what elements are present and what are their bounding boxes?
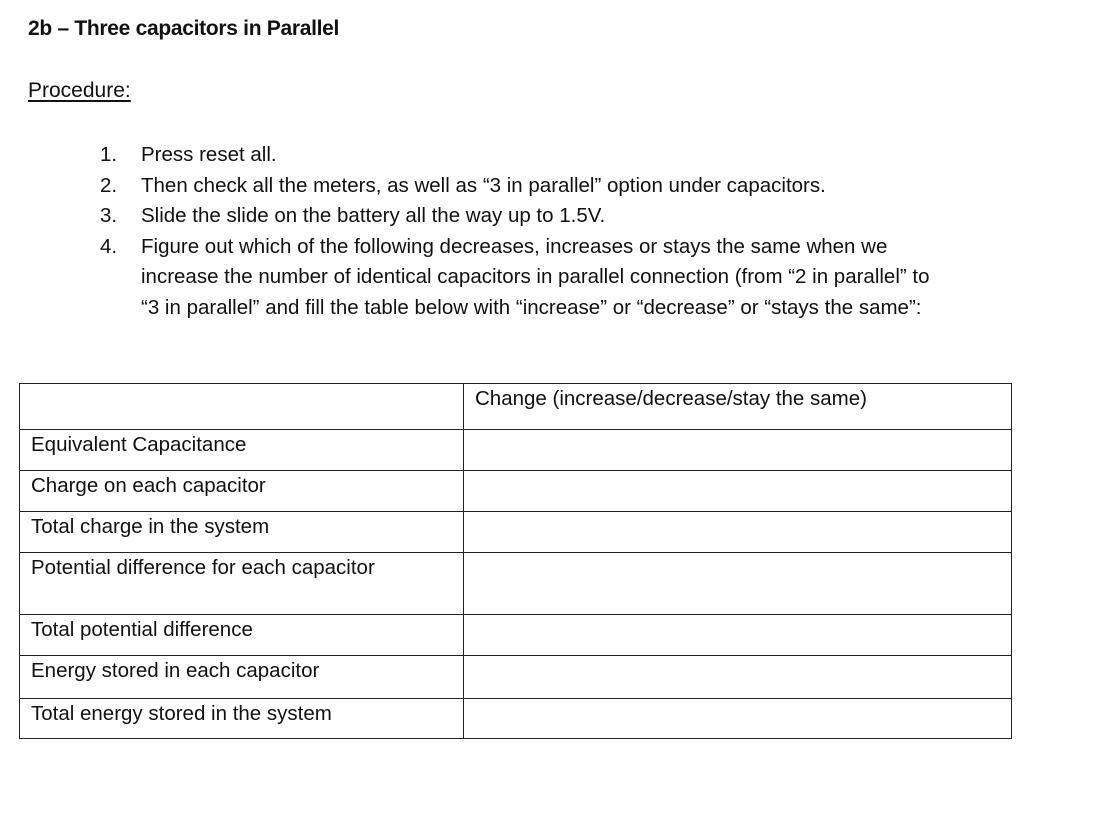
quantity-cell: Total potential difference xyxy=(20,615,464,656)
change-cell[interactable] xyxy=(464,699,1012,739)
table-header-row xyxy=(20,384,1012,430)
procedure-step xyxy=(100,232,950,324)
change-cell[interactable] xyxy=(464,656,1012,699)
header-cell-quantity xyxy=(20,384,464,430)
quantity-cell: Total charge in the system xyxy=(20,512,464,553)
step-text: Then check all the meters, as well as “3 in parallel” option under capacitors. xyxy=(141,173,826,197)
header-cell-change: Change (increase/decrease/stay the same) xyxy=(464,384,1012,430)
step-number: 1. xyxy=(100,143,118,166)
table-row xyxy=(20,615,1012,656)
table-row xyxy=(20,656,1012,699)
step-number: 4. xyxy=(100,234,118,258)
change-cell[interactable] xyxy=(464,430,1012,471)
quantity-cell: Equivalent Capacitance xyxy=(20,430,464,471)
change-cell[interactable] xyxy=(464,615,1012,656)
table-row xyxy=(20,512,1012,553)
quantity-cell: Potential difference for each capacitor xyxy=(20,553,464,615)
table-row xyxy=(20,430,1012,471)
procedure-heading: Procedure: xyxy=(28,79,131,102)
page-title: 2b – Three capacitors in Parallel xyxy=(28,17,340,40)
procedure-step xyxy=(100,201,950,232)
step-number: 2. xyxy=(100,173,118,197)
step-number: 3. xyxy=(100,204,118,228)
change-cell[interactable] xyxy=(464,553,1012,615)
table-row xyxy=(20,471,1012,512)
procedure-step xyxy=(100,140,950,171)
step-text: Press reset all. xyxy=(141,143,277,166)
change-cell[interactable] xyxy=(464,512,1012,553)
quantity-cell: Energy stored in each capacitor xyxy=(20,656,464,699)
step-text: Slide the slide on the battery all the way up to 1.5V. xyxy=(141,204,606,228)
table-row xyxy=(20,699,1012,739)
procedure-step xyxy=(100,171,950,202)
quantity-cell: Charge on each capacitor xyxy=(20,471,464,512)
change-cell[interactable] xyxy=(464,471,1012,512)
table-row xyxy=(20,553,1012,615)
procedure-steps xyxy=(100,140,950,324)
capacitor-change-table xyxy=(19,383,1012,739)
step-text: Figure out which of the following decreases, increases or stays the same when we increase the number of identical capacitors in parallel connection (from “2 in parallel” to “3 in parallel” and fill the table below with “increase” or “decrease” or “stays the same”: xyxy=(141,234,930,319)
quantity-cell: Total energy stored in the system xyxy=(20,699,464,739)
